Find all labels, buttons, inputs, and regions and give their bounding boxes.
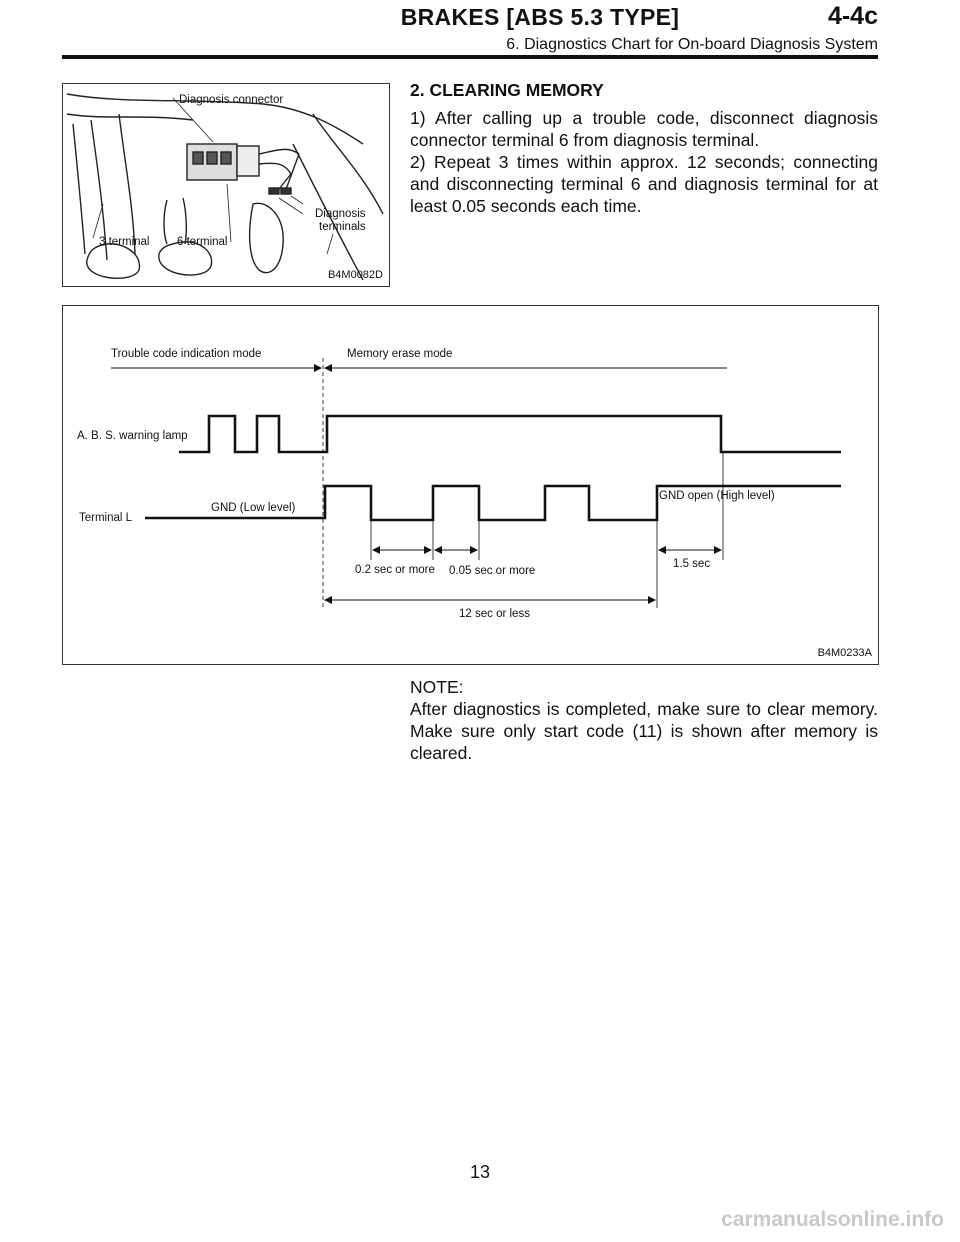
label-gnd-open: GND open (High level): [659, 490, 775, 502]
connector-illustration: [63, 84, 389, 286]
memory-erase-timing-diagram: [62, 305, 879, 665]
label-gnd-low: GND (Low level): [211, 502, 296, 514]
document-title: BRAKES [ABS 5.3 TYPE]: [400, 4, 680, 30]
label-diagnosis-connector: Diagnosis connector: [179, 94, 284, 106]
label-diagnosis-terminals-2: terminals: [319, 221, 366, 233]
watermark: carmanualsonline.info: [721, 1208, 944, 1231]
label-1-5-sec: 1.5 sec: [673, 558, 711, 570]
section-subtitle: 6. Diagnostics Chart for On-board Diagnosis System: [506, 36, 878, 53]
label-0-2-sec: 0.2 sec or more: [355, 564, 435, 576]
figure-id: B4M0082D: [327, 269, 383, 281]
note-heading: NOTE:: [410, 677, 464, 697]
label-memory-erase-mode: Memory erase mode: [347, 348, 453, 360]
step-1-text: 1) After calling up a trouble code, disconnect diagnosis connector terminal 6 from diagnosis terminal.: [410, 108, 878, 150]
step-2-text: 2) Repeat 3 times within approx. 12 seconds; connecting and disconnecting terminal 6 and diagnosis terminal for at least 0.05 seconds each time.: [410, 152, 878, 216]
label-abs-warning-lamp: A. B. S. warning lamp: [77, 430, 188, 442]
label-diagnosis-terminals-1: Diagnosis: [315, 208, 366, 220]
label-trouble-code-mode: Trouble code indication mode: [111, 348, 262, 360]
figure-id: B4M0233A: [817, 647, 872, 659]
label-6-terminal: 6 terminal: [177, 236, 228, 248]
diagnosis-connector-figure: [62, 83, 390, 287]
label-12-sec: 12 sec or less: [459, 608, 530, 620]
label-3-terminal: 3 terminal: [99, 236, 150, 248]
note-text: After diagnostics is completed, make sure to clear memory. Make sure only start code (11) is shown after memory is cleared.: [410, 699, 878, 763]
section-heading: 2. CLEARING MEMORY: [410, 80, 604, 100]
label-terminal-l: Terminal L: [79, 512, 133, 524]
header-rule: [62, 55, 878, 59]
page-number: 13: [469, 1162, 491, 1182]
section-code: 4-4c: [827, 2, 878, 30]
label-0-05-sec: 0.05 sec or more: [449, 565, 536, 577]
